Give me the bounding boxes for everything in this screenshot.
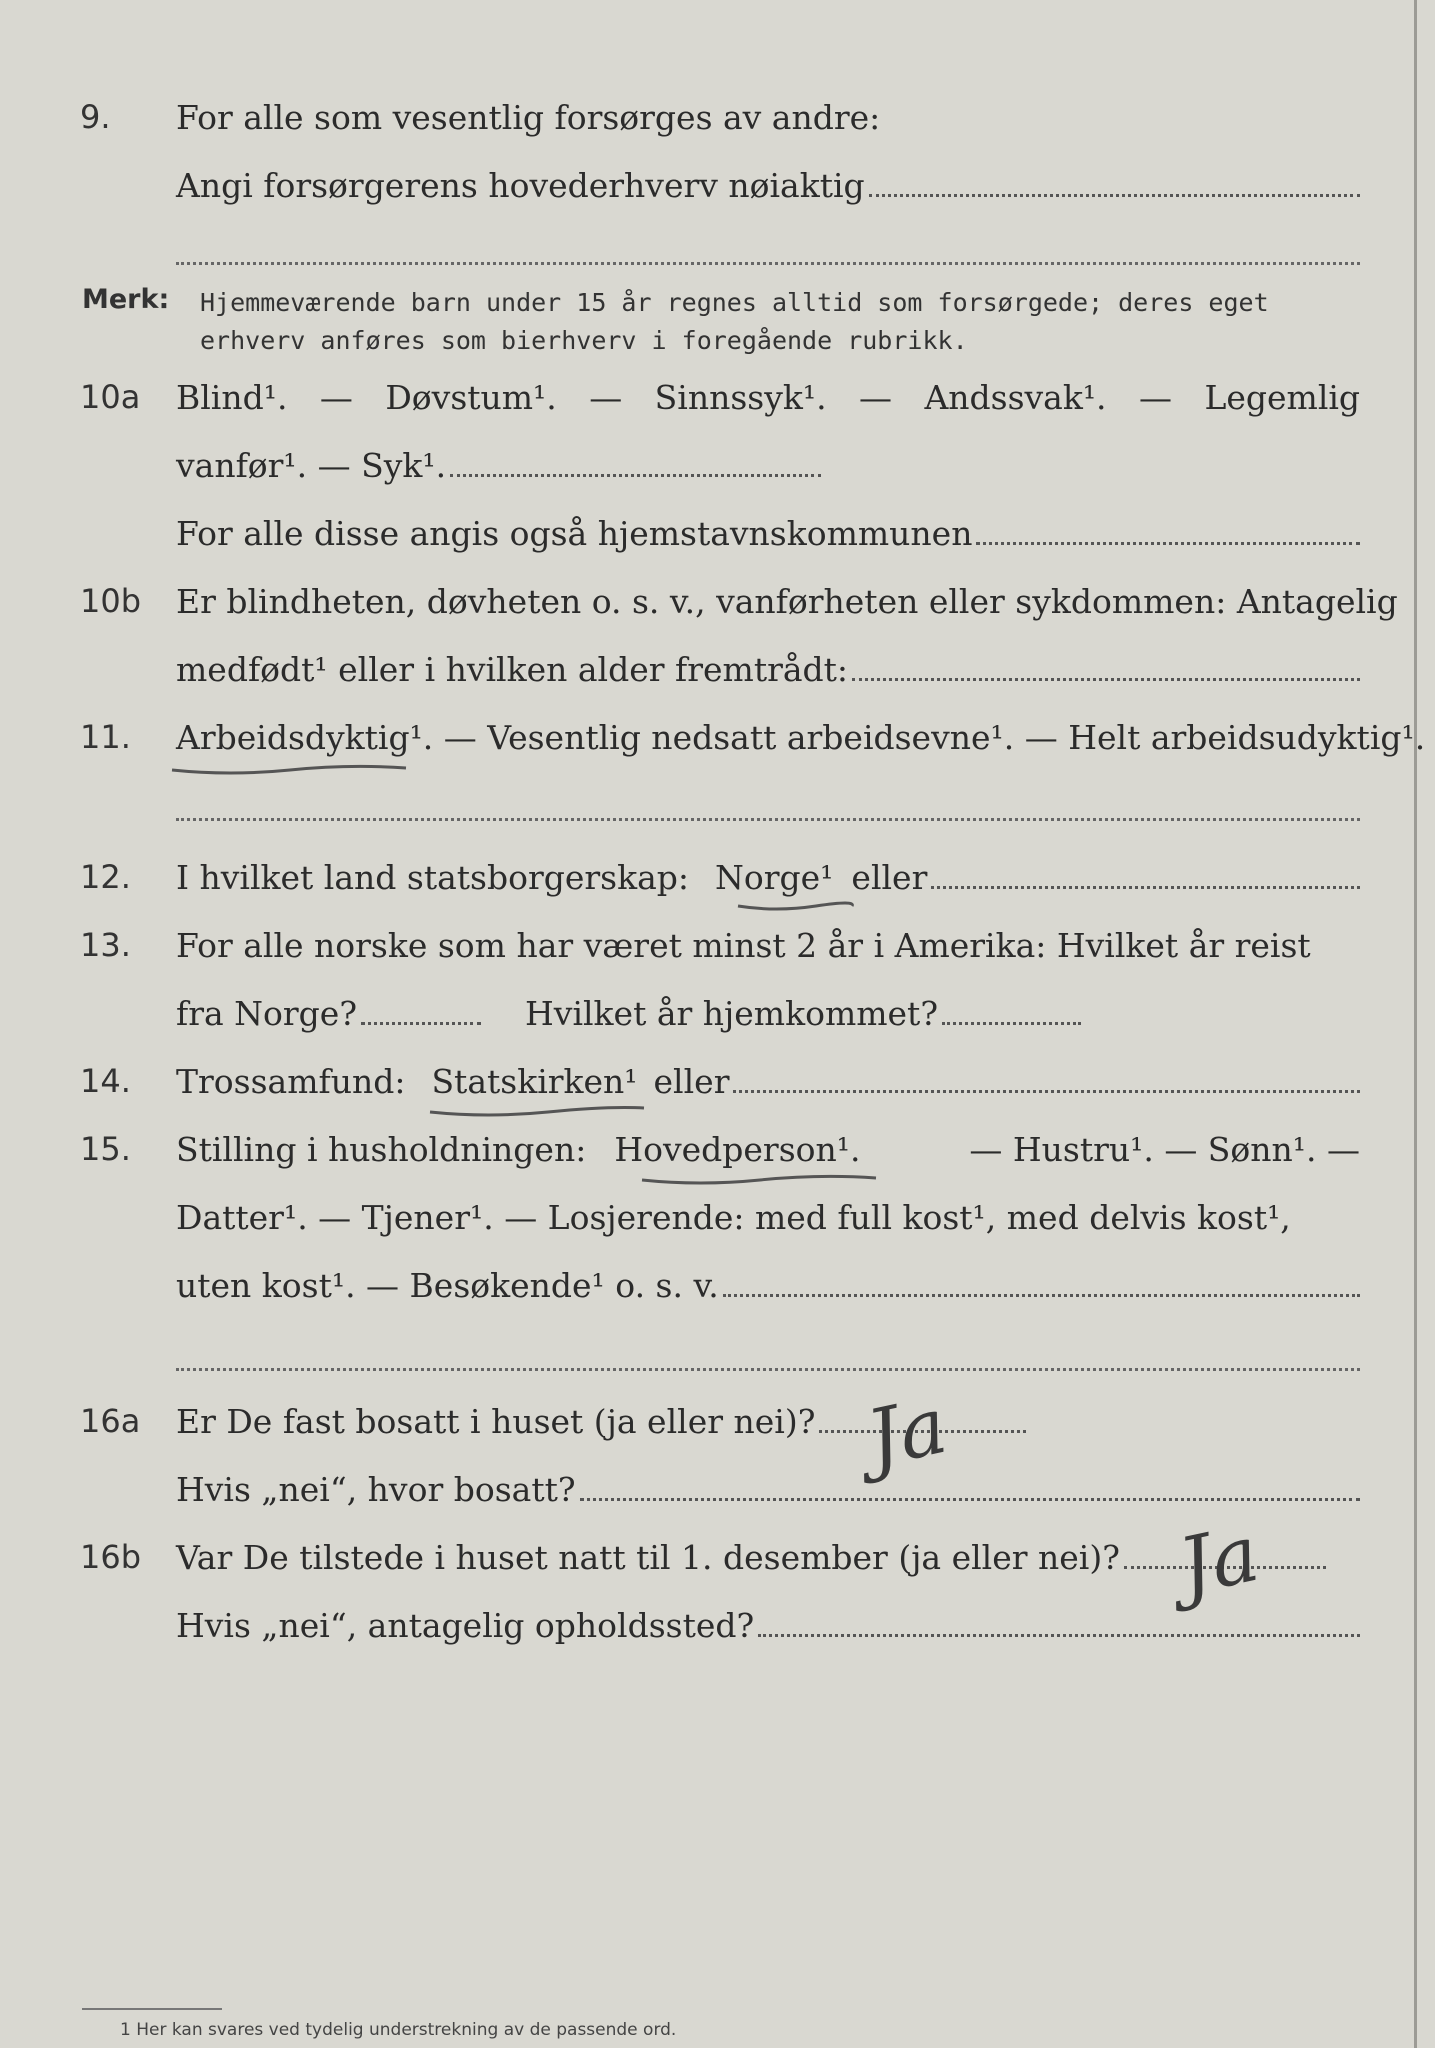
- question-text: I hvilket land statsborgerskap:: [176, 858, 690, 897]
- handwritten-underline: [640, 1172, 880, 1186]
- option-dovstum[interactable]: Døvstum¹.: [385, 378, 557, 417]
- dash: —: [859, 378, 892, 417]
- question-10b: [0, 582, 1435, 642]
- question-10b-line-2: [0, 650, 1435, 710]
- question-text: Var De tilstede i huset natt til 1. desember (ja eller nei)?: [176, 1538, 1120, 1577]
- question-number: 15.: [80, 1130, 131, 1168]
- question-10a-line-3: [0, 514, 1435, 574]
- question-15-line-3: [0, 1266, 1435, 1326]
- option-suffix: eller: [653, 1062, 730, 1101]
- option-andssvak[interactable]: Andssvak¹.: [924, 378, 1107, 417]
- question-text: Stilling i husholdningen:: [176, 1130, 587, 1169]
- option-legemlig[interactable]: Legemlig: [1204, 378, 1361, 417]
- answer-field-citizenship[interactable]: [931, 885, 1360, 889]
- handwritten-underline: [170, 762, 410, 776]
- answer-field-occupation[interactable]: [869, 193, 1360, 197]
- question-text: medfødt¹ eller i hvilken alder fremtrådt:: [176, 650, 849, 689]
- question-10a: [0, 378, 1435, 438]
- question-number: 11.: [80, 718, 131, 756]
- question-text: Hvis „nei“, antagelig opholdssted?: [176, 1606, 755, 1645]
- question-number: 10b: [80, 582, 142, 620]
- question-text: For alle disse angis også hjemstavnskommunen: [176, 514, 973, 553]
- answer-field-whereabouts[interactable]: [758, 1633, 1360, 1637]
- answer-field-onset-age[interactable]: [852, 677, 1360, 681]
- option-hovedperson[interactable]: Hovedperson¹.: [614, 1130, 861, 1169]
- note-text: Hjemmeværende barn under 15 år regnes alltid som forsørgede; deres eget erhverv anføres som bierhverv i foregående rubrikk.: [200, 288, 1269, 355]
- note-block: [0, 284, 1435, 364]
- answer-field-illness[interactable]: [450, 473, 821, 477]
- question-10a-line-2: [0, 446, 1435, 506]
- answer-field-household-other[interactable]: [723, 1293, 1360, 1297]
- question-number: 14.: [80, 1062, 131, 1100]
- question-number: 12.: [80, 858, 131, 896]
- handwritten-answer-16b: Ja: [1171, 1508, 1267, 1614]
- question-15-line-2: [0, 1198, 1435, 1258]
- question-text: Angi forsørgerens hovederhverv nøiaktig: [176, 166, 865, 205]
- household-options[interactable]: uten kost¹. — Besøkende¹ o. s. v.: [176, 1266, 719, 1305]
- question-13: [0, 926, 1435, 986]
- household-options[interactable]: Datter¹. — Tjener¹. — Losjerende: med full kost¹, med delvis kost¹,: [176, 1198, 1291, 1237]
- footnote: 1 Her kan svares ved tydelig understrekning av de passende ord.: [120, 2020, 677, 2040]
- option-sinnssyk[interactable]: Sinnssyk¹.: [654, 378, 827, 417]
- question-text: Hvis „nei“, hvor bosatt?: [176, 1470, 576, 1509]
- answer-field-line[interactable]: [176, 818, 1360, 821]
- question-text: Er De fast bosatt i huset (ja eller nei)?: [176, 1402, 816, 1441]
- handwritten-underline: [428, 1104, 648, 1118]
- question-text: For alle som vesentlig forsørges av andre:: [176, 98, 881, 137]
- dash: —: [319, 378, 353, 417]
- question-number: 9.: [80, 98, 111, 136]
- question-9-line-2: [0, 166, 1435, 226]
- question-text: For alle norske som har været minst 2 år i Amerika: Hvilket år reist: [176, 926, 1311, 965]
- dash: —: [589, 378, 623, 417]
- dash: —: [1139, 378, 1172, 417]
- question-text: Trossamfund:: [176, 1062, 406, 1101]
- handwritten-underline: [736, 900, 856, 914]
- work-ability-options[interactable]: Arbeidsdyktig¹. — Vesentlig nedsatt arbeidsevne¹. — Helt arbeidsudyktig¹.: [176, 718, 1426, 757]
- note-label: Merk:: [82, 284, 170, 315]
- question-text: Hvilket år hjemkommet?: [525, 994, 939, 1033]
- question-text: fra Norge?: [176, 994, 358, 1033]
- question-number: 16a: [80, 1402, 141, 1440]
- question-14: [0, 1062, 1435, 1122]
- option-statskirken[interactable]: Statskirken¹: [431, 1062, 638, 1101]
- handwritten-answer-16a: Ja: [859, 1380, 955, 1486]
- question-13-line-2: [0, 994, 1435, 1054]
- question-16b-line-2: [0, 1606, 1435, 1666]
- question-16a: [0, 1402, 1435, 1462]
- answer-field-religion[interactable]: [733, 1089, 1360, 1093]
- question-12: [0, 858, 1435, 918]
- question-text: Er blindheten, døvheten o. s. v., vanførheten eller sykdommen: Antagelig: [176, 582, 1398, 621]
- question-number: 16b: [80, 1538, 142, 1576]
- household-options[interactable]: — Hustru¹. — Sønn¹. —: [969, 1130, 1360, 1169]
- answer-field-home-municipality[interactable]: [976, 541, 1360, 545]
- option-suffix: eller: [851, 858, 928, 897]
- question-9: [0, 98, 1435, 158]
- question-number: 10a: [80, 378, 141, 416]
- option-blind[interactable]: Blind¹.: [176, 378, 288, 417]
- answer-field-residence[interactable]: [580, 1497, 1360, 1501]
- answer-field-line[interactable]: [176, 1368, 1360, 1371]
- question-number: 13.: [80, 926, 131, 964]
- question-text[interactable]: vanfør¹. — Syk¹.: [176, 446, 447, 485]
- footnote-divider: [82, 2008, 222, 2010]
- answer-field-return-year[interactable]: [942, 1021, 1081, 1025]
- option-norge[interactable]: Norge¹: [715, 858, 834, 897]
- answer-field-line[interactable]: [176, 262, 1360, 265]
- answer-field-emigration-year[interactable]: [361, 1021, 481, 1025]
